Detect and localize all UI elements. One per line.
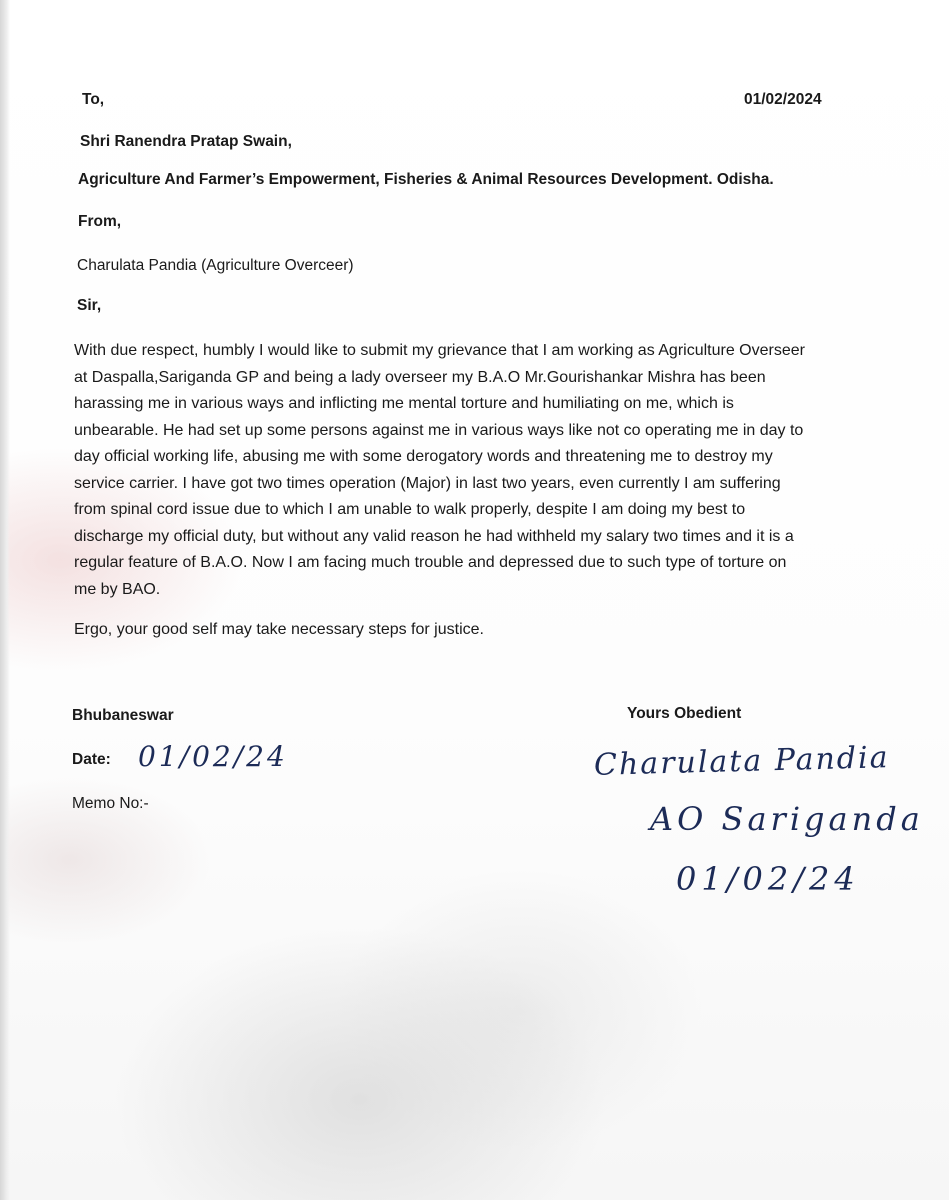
- from-label: From,: [78, 213, 122, 230]
- recipient-name: Shri Ranendra Pratap Swain,: [80, 133, 292, 150]
- salutation: Sir,: [77, 297, 102, 314]
- closing-line: Ergo, your good self may take necessary steps for justice.: [74, 621, 484, 638]
- to-label: To,: [82, 91, 105, 108]
- letter-date: 01/02/2024: [744, 91, 822, 108]
- sender-name: Charulata Pandia (Agriculture Overceer): [77, 257, 354, 274]
- signature-post: AO Sariganda: [650, 800, 924, 838]
- recipient-department: Agriculture And Farmer’s Empowerment, Fisheries & Animal Resources Development. Odisha.: [78, 171, 774, 188]
- yours-obedient: Yours Obedient: [627, 705, 742, 722]
- signature-date: 01/02/24: [676, 860, 860, 898]
- letter-body: With due respect, humbly I would like to submit my grievance that I am working as Agriculture Overseer at Daspalla,Sariganda GP and being a lady overseer my B.A.O Mr.Gourishankar Mishra has been harassing me in various ways and inflicting me mental torture and humiliating on me, which is unbearable. He had set up some persons against me in various ways like not co operating me in day to day official working life, abusing me with some derogatory words and threatening me to destroy my service carrier. I have got two times operation (Major) in last two years, even currently I am suffering from spinal cord issue due to which I am unable to walk properly, despite I am doing my best to discharge my official duty, but without any valid reason he had withheld my salary two times and it is a regular feature of B.A.O. Now I am facing much trouble and depressed due to such type of torture on me by BAO.: [74, 342, 805, 598]
- handwritten-date: 01/02/24: [138, 740, 288, 773]
- paper-edge-shadow: [0, 0, 10, 1200]
- memo-number-label: Memo No:-: [72, 795, 149, 812]
- place-label: Bhubaneswar: [72, 707, 174, 724]
- date-label: Date:: [72, 751, 111, 768]
- signature-name: Charulata Pandia: [593, 740, 890, 783]
